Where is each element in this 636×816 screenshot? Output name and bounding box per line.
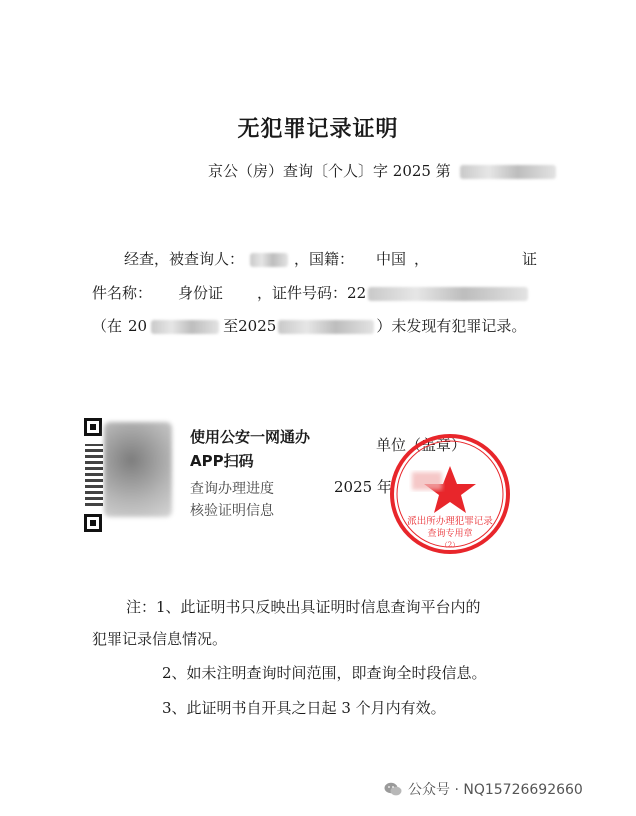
seal-number-text: （2） bbox=[440, 541, 460, 549]
wechat-icon bbox=[384, 782, 402, 796]
seal-purpose-text: 查询专用章 bbox=[427, 529, 473, 539]
reference-number bbox=[208, 160, 556, 181]
redacted-name bbox=[250, 253, 288, 267]
qr-finder-icon bbox=[84, 418, 102, 436]
app-promo-line-4: 核验证明信息 bbox=[190, 503, 274, 519]
body-line-2 bbox=[92, 282, 528, 303]
app-promo-line-1: 使用公安一网通办 bbox=[190, 428, 311, 446]
footer-watermark bbox=[384, 779, 583, 799]
official-seal-icon bbox=[388, 432, 512, 556]
body-text: 至 bbox=[223, 317, 239, 335]
nationality-value: 中国 bbox=[376, 250, 407, 268]
qr-finder-icon bbox=[84, 514, 102, 532]
qr-blurred-area bbox=[104, 422, 172, 517]
redacted-end-date bbox=[278, 320, 374, 334]
body-text: 经查，被查询人： bbox=[124, 250, 245, 268]
seal-band-text: 派出所办理犯罪记录 bbox=[407, 516, 493, 527]
body-text: （在 bbox=[92, 317, 123, 335]
id-type-value: 身份证 bbox=[178, 284, 224, 302]
app-promo-line-3: 查询办理进度 bbox=[190, 481, 274, 497]
body-line-1-end: 证 bbox=[522, 250, 538, 268]
issuer-label: 单位（盖章） bbox=[376, 436, 467, 454]
document-title: 无犯罪记录证明 bbox=[237, 116, 399, 142]
issue-date bbox=[334, 476, 392, 497]
end-year-prefix: 2025 bbox=[238, 317, 277, 335]
note-3: 3、此证明书自开具之日起 3 个月内有效。 bbox=[162, 699, 446, 717]
note-1-line-2: 犯罪记录信息情况。 bbox=[92, 630, 228, 648]
redacted-start-date bbox=[151, 320, 219, 334]
body-text: ， bbox=[414, 250, 430, 268]
note-1-line-1: 注：1、此证明书只反映出具证明时信息查询平台内的 bbox=[126, 598, 481, 616]
app-promo-line-2: APP扫码 bbox=[190, 452, 254, 470]
note-2: 2、如未注明查询时间范围，即查询全时段信息。 bbox=[162, 664, 487, 682]
body-line-3 bbox=[92, 315, 526, 336]
start-year-prefix: 20 bbox=[128, 317, 148, 335]
qr-modules bbox=[85, 444, 103, 506]
footer-text: 公众号 · NQ15726692660 bbox=[408, 782, 583, 798]
body-text: 件名称： bbox=[92, 284, 153, 302]
body-text: ，国籍： bbox=[294, 250, 355, 268]
reference-prefix: 京公（房）查询〔个人〕字 2025 第 bbox=[208, 162, 451, 180]
body-text: ，证件号码： bbox=[257, 284, 348, 302]
redacted-id-number bbox=[368, 287, 528, 301]
redacted-reference-number bbox=[460, 165, 556, 179]
body-text: ）未发现有犯罪记录。 bbox=[376, 317, 527, 335]
body-line-1 bbox=[124, 248, 429, 269]
qr-code bbox=[82, 410, 182, 535]
id-number-prefix: 22 bbox=[347, 284, 367, 302]
issue-year: 2025 年 bbox=[334, 478, 392, 496]
